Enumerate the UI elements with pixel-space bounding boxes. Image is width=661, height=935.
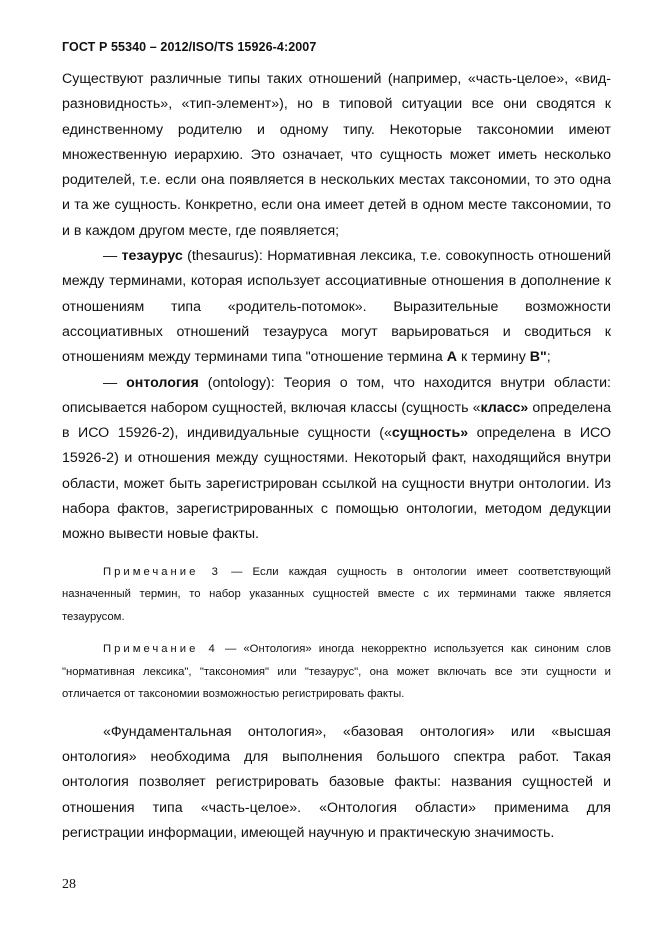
thesaurus-term: тезаурус <box>121 248 183 265</box>
term-b: В" <box>529 349 547 366</box>
note-4-label: Примечание 4 <box>103 643 218 656</box>
note-3-label: Примечание 3 <box>103 565 221 578</box>
thesaurus-text-2: к термину <box>457 349 530 366</box>
ontology-text-3: определена в ИСО 15926-2) и отношения между сущностями. Некоторый факт, находящийся внутри области, может быть зарегистрирован ссылкой на сущности внутри онтологии. Из набора фактов, зарегистрированных с помощью онтологии, методом дедукции можно вывести новые факты. <box>62 425 612 543</box>
note-4 <box>62 638 611 706</box>
paragraph-thesaurus <box>62 244 611 370</box>
term-a: А <box>446 349 458 366</box>
entity-term: сущность» <box>391 425 469 442</box>
thesaurus-dash: — <box>103 248 122 265</box>
ontology-term: онтология <box>126 374 199 391</box>
ontology-text-2: определена в ИСО 15926-2), индивидуальные сущности (« <box>62 399 612 442</box>
note-3 <box>62 561 611 629</box>
class-term: класс» <box>480 399 529 416</box>
page-number: 28 <box>62 877 76 892</box>
paragraph-fundamental-ontology: «Фундаментальная онтология», «базовая онтология» или «высшая онтология» необходима для выполнения большого спектра работ. Такая онтология позволяет регистрировать базовые факты: названия сущностей и отношения типа «часть-целое». «Онтология области» применима для регистрации информации, имеющей научную и практическую значимость. <box>62 723 611 841</box>
ontology-dash: — <box>103 374 127 391</box>
document-header: ГОСТ Р 55340 – 2012/ISO/TS 15926-4:2007 <box>62 40 317 54</box>
note-4-text: — «Онтология» иногда некорректно используется как синоним слов "нормативная лексика", "таксономия" или "тезаурус", она может включать все эти сущности и отличается от таксономии возможностью регистрировать факты. <box>62 643 611 701</box>
paragraph-taxonomy: Существуют различные типы таких отношений (например, «часть-целое», «вид-разновидность», «тип-элемент»), но в типовой ситуации все они сводятся к единственному родителю и одному типу. Некоторые таксономии имеют множественную иерархию. Это означает, что сущность может иметь несколько родителей, т.е. если она появляется в нескольких местах таксономии, то это одна и та же сущность. Конкретно, если она имеет детей в одном месте таксономии, то и в каждом другом месте, где появляется; <box>62 71 611 239</box>
thesaurus-text-1: (thesaurus): Нормативная лексика, т.е. совокупность отношений между терминами, которая использует ассоциативные отношения в дополнение к отношениям типа «родитель-потомок». Выразительные возможности ассоциативных отношений тезауруса могут варьироваться и сводиться к отношениям между терминами типа "отношение термина <box>62 248 611 366</box>
paragraph-ontology <box>62 371 611 548</box>
thesaurus-end: ; <box>546 349 551 366</box>
note-3-text: — Если каждая сущность в онтологии имеет соответствующий назначенный термин, то набор указанных сущностей вместе с их терминами также является тезаурусом. <box>62 565 611 623</box>
ontology-text-1: (ontology): Теория о том, что находится внутри области: описывается набором сущностей, включая классы (сущность « <box>62 374 611 416</box>
